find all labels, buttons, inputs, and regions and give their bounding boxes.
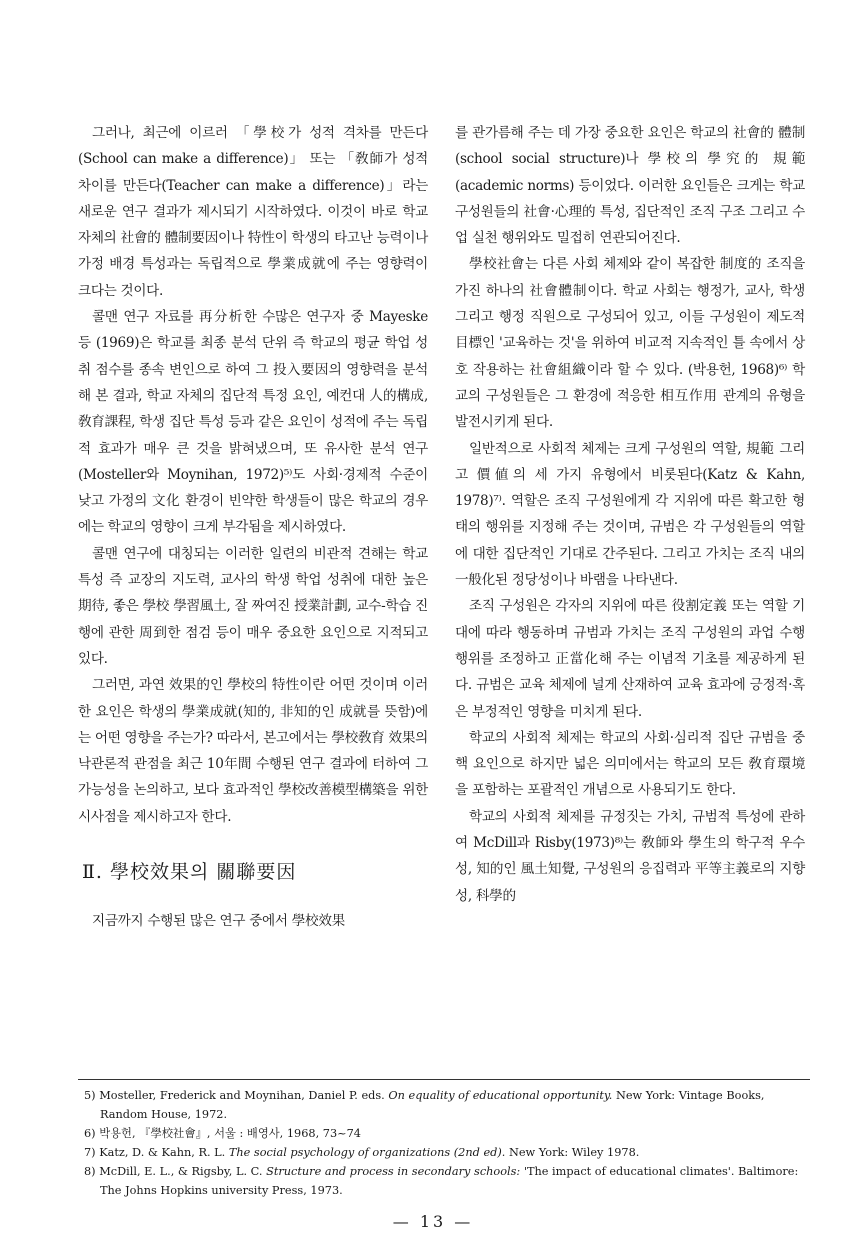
body-paragraph: 그러나, 최근에 이르러 「學校가 성적 격차를 만든다(School can make a difference)」 또는 「敎師가 성적 차이를 만든다(Teacher can make a difference)」라는 새로운 연구 결과가 제시되기 시작하였다. 이것이 바로 학교 자체의 社會的 體制要因이나 特性이 학생의 타고난 능력이나 가정 배경 특성과는 독립적으로 學業成就에 주는 영향력이 크다는 것이다. (78, 125, 428, 299)
footnote-authors: 박용헌, (99, 1127, 136, 1140)
footnote (78, 1162, 810, 1200)
footnote-number: 8) (84, 1165, 96, 1178)
left-column (78, 120, 428, 934)
footnote (78, 1143, 810, 1162)
body-paragraph: 일반적으로 사회적 체제는 크게 구성원의 역할, 規範 그리고 價値의 세 가지 유형에서 비롯된다(Katz & Kahn, 1978)⁷⁾. 역할은 조직 구성원에게 각 지위에 따른 확고한 형태의 행위를 지정해 주는 것이며, 규범은 각 구성원들의 역할에 대한 집단적인 기대로 간주된다. 그리고 가치는 조직 내의 一般化된 정당성이나 바램을 나타낸다. (455, 440, 805, 589)
footnote-number: 5) (84, 1089, 96, 1102)
body-paragraph: 콜맨 연구 자료를 再分析한 수많은 연구자 중 Mayeske 등 (1969)은 학교를 최종 분석 단위 즉 학교의 평균 학업 성취 점수를 종속 변인으로 하여 그 投入要因의 영향력을 분석해 본 결과, 학교 자체의 집단적 특정 요인, 예컨대 人的構成, 敎育課程, 학생 집단 특성 등과 같은 요인이 성적에 주는 독립적 효과가 매우 큰 것을 밝혀냈으며, 또 유사한 분석 연구(Mosteller와 Moynihan, 1972)⁵⁾도 사회·경제적 수준이 낮고 가정의 文化 환경이 빈약한 학생들이 많은 학교의 경우에는 학교의 영향이 크게 부각됨을 제시하였다. (78, 309, 429, 536)
section-heading: Ⅱ. 學校效果의 關聯要因 (82, 861, 297, 884)
body-paragraph: 학교의 사회적 체제는 학교의 사회·심리적 집단 규범을 중핵 요인으로 하지만 넓은 의미에서는 학교의 모든 敎育環境을 포함하는 포괄적인 개념으로 사용되기도 한다. (455, 729, 805, 799)
footnote-publisher: 서울 : 배영사, 1968, 73~74 (214, 1127, 361, 1140)
right-column (455, 120, 805, 909)
footnote-title: Structure and process in secondary schools: (266, 1165, 521, 1178)
body-paragraph: 學校社會는 다른 사회 체제와 같이 복잡한 制度的 조직을 가진 하나의 社會體制이다. 학교 사회는 행정가, 교사, 학생 그리고 행정 직원으로 구성되어 있고, 이들 구성원이 제도적 目標인 '교육하는 것'을 위하여 비교적 지속적인 틀 속에서 상호 작용하는 社會組織이라 할 수 있다. (박용헌, 1968)⁶⁾ 학교의 구성원들은 그 환경에 적응한 相互作用 관계의 유형을 발전시키게 된다. (455, 256, 805, 431)
footnote-publisher: New York: Wiley 1978. (508, 1146, 640, 1159)
footnote-number: 6) (84, 1127, 96, 1140)
body-paragraph: 를 관가름해 주는 데 가장 중요한 요인은 학교의 社會的 體制(school social structure)나 學校의 學究的 規範(academic norms) 등이었다. 이러한 요인들은 크게는 학교 구성원들의 社會·心理的 특성, 집단적인 조직 구조 그리고 수업 실천 행위와도 밀접히 연관되어진다. (455, 125, 805, 247)
body-paragraph: 학교의 사회적 체제를 규정짓는 가치, 규범적 특성에 관하여 McDill과 Risby(1973)⁸⁾는 敎師와 學生의 학구적 우수성, 知的인 風土知覺, 구성원의 응집력과 平等主義로의 지향성, 科學的 (455, 808, 805, 904)
footnote-title: On equality of educational opportunity. (388, 1089, 613, 1102)
footnote-publisher: 'The impact of educational climates'. Baltimore: The Johns Hopkins university Press, 1973. (100, 1165, 799, 1197)
footnotes (78, 1079, 810, 1200)
body-paragraph: 콜맨 연구에 대칭되는 이러한 일련의 비관적 견해는 학교 특성 즉 교장의 지도력, 교사의 학생 학업 성취에 대한 높은 期待, 좋은 學校 學習風土, 잘 짜여진 授業計劃, 교수-학습 진행에 관한 周到한 점검 등이 매우 중요한 요인으로 지적되고 있다. (78, 545, 428, 667)
footnote-title: The social psychology of organizations (2nd ed). (228, 1146, 506, 1159)
footnote-title: 『學校社會』, (139, 1127, 211, 1140)
page-number: — 13 — (392, 1212, 474, 1231)
footnote-publisher: New York: Vintage Books, Random House, 1972. (100, 1089, 765, 1121)
footnote-authors: McDill, E. L., & Rigsby, L. C. (99, 1165, 263, 1178)
footnote-authors: Katz, D. & Kahn, R. L. (99, 1146, 226, 1159)
body-paragraph: 조직 구성원은 각자의 지위에 따른 役割定義 또는 역할 기대에 따라 행동하며 규범과 가치는 조직 구성원의 과업 수행 행위를 조정하고 正當化해 주는 이념적 기초를 제공하게 된다. 규범은 교육 체제에 널게 산재하여 교육 효과에 긍정적·혹은 부정적인 영향을 미치게 된다. (455, 598, 805, 720)
footnote-number: 7) (84, 1146, 96, 1159)
body-paragraph: 지금까지 수행된 많은 연구 중에서 學校效果 (92, 913, 345, 930)
footnote (78, 1086, 810, 1124)
body-paragraph: 그러면, 과연 效果的인 學校의 特性이란 어떤 것이며 이러한 요인은 학생의 學業成就(知的, 非知的인 成就를 뜻함)에는 어떤 영향을 주는가? 따라서, 본고에서는 學校敎育 效果의 낙관론적 관점을 최근 10年間 수행된 연구 결과에 터하여 그 가능성을 논의하고, 보다 효과적인 學校改善模型構築을 위한 시사점을 제시하고자 한다. (78, 677, 428, 825)
footnote (78, 1124, 810, 1143)
footnote-authors: Mosteller, Frederick and Moynihan, Daniel P. eds. (99, 1089, 385, 1102)
